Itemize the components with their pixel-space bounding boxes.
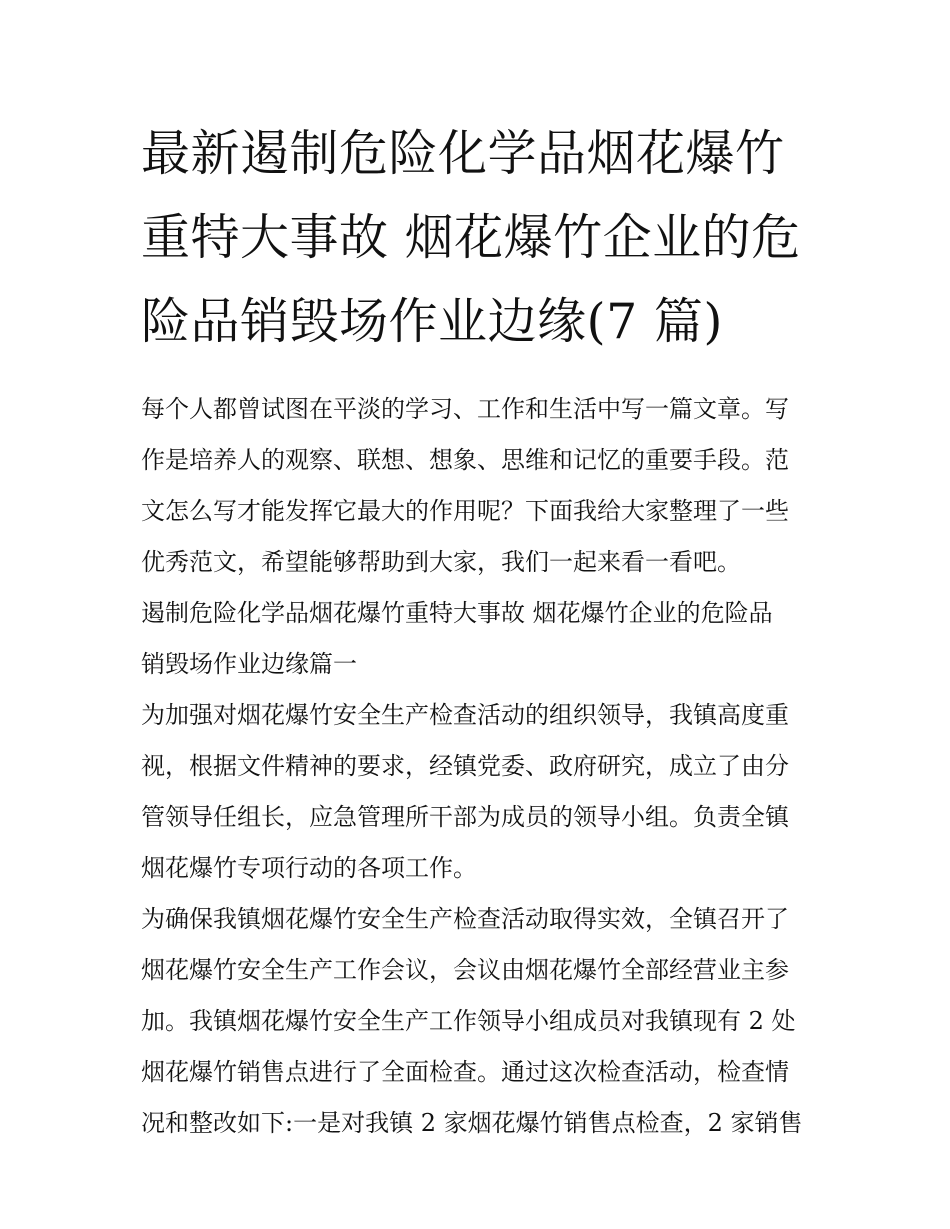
body-paragraph: [141, 894, 813, 1149]
text-line: 每个人都曾试图在平淡的学习、工作和生活中写一篇文章。写: [141, 395, 789, 423]
document-body: [141, 384, 813, 1149]
text-line: 文怎么写才能发挥它最大的作用呢？下面我给大家整理了一些: [141, 497, 789, 525]
text-line: 加。我镇烟花爆竹安全生产工作领导小组成员对我镇现有 2 处: [141, 1007, 796, 1035]
text-line: 况和整改如下:一是对我镇 2 家烟花爆竹销售点检查，2 家销售: [141, 1109, 803, 1137]
text-line: 遏制危险化学品烟花爆竹重特大事故 烟花爆竹企业的危险品: [141, 599, 773, 627]
title-line: 最新遏制危险化学品烟花爆竹: [141, 125, 785, 182]
text-line: 烟花爆竹销售点进行了全面检查。通过这次检查活动，检查情: [141, 1058, 789, 1086]
text-line: 烟花爆竹专项行动的各项工作。: [141, 854, 477, 882]
text-line: 作是培养人的观察、联想、想象、思维和记忆的重要手段。范: [141, 446, 789, 474]
text-line: 烟花爆竹安全生产工作会议，会议由烟花爆竹全部经营业主参: [141, 956, 789, 984]
text-line: 销毁场作业边缘篇一: [141, 650, 357, 678]
title-line: 险品销毁场作业边缘(7 篇): [141, 293, 723, 350]
document-page: [141, 112, 813, 1149]
text-line: 为加强对烟花爆竹安全生产检查活动的组织领导，我镇高度重: [141, 701, 789, 729]
document-title: [141, 112, 813, 364]
text-line: 优秀范文，希望能够帮助到大家，我们一起来看一看吧。: [141, 548, 741, 576]
body-paragraph: [141, 690, 813, 894]
intro-paragraph: [141, 384, 813, 588]
text-line: 为确保我镇烟花爆竹安全生产检查活动取得实效，全镇召开了: [141, 905, 789, 933]
text-line: 视，根据文件精神的要求，经镇党委、政府研究，成立了由分: [141, 752, 789, 780]
title-line: 重特大事故 烟花爆竹企业的危: [141, 209, 801, 266]
section-heading: [141, 588, 813, 690]
text-line: 管领导任组长，应急管理所干部为成员的领导小组。负责全镇: [141, 803, 789, 831]
